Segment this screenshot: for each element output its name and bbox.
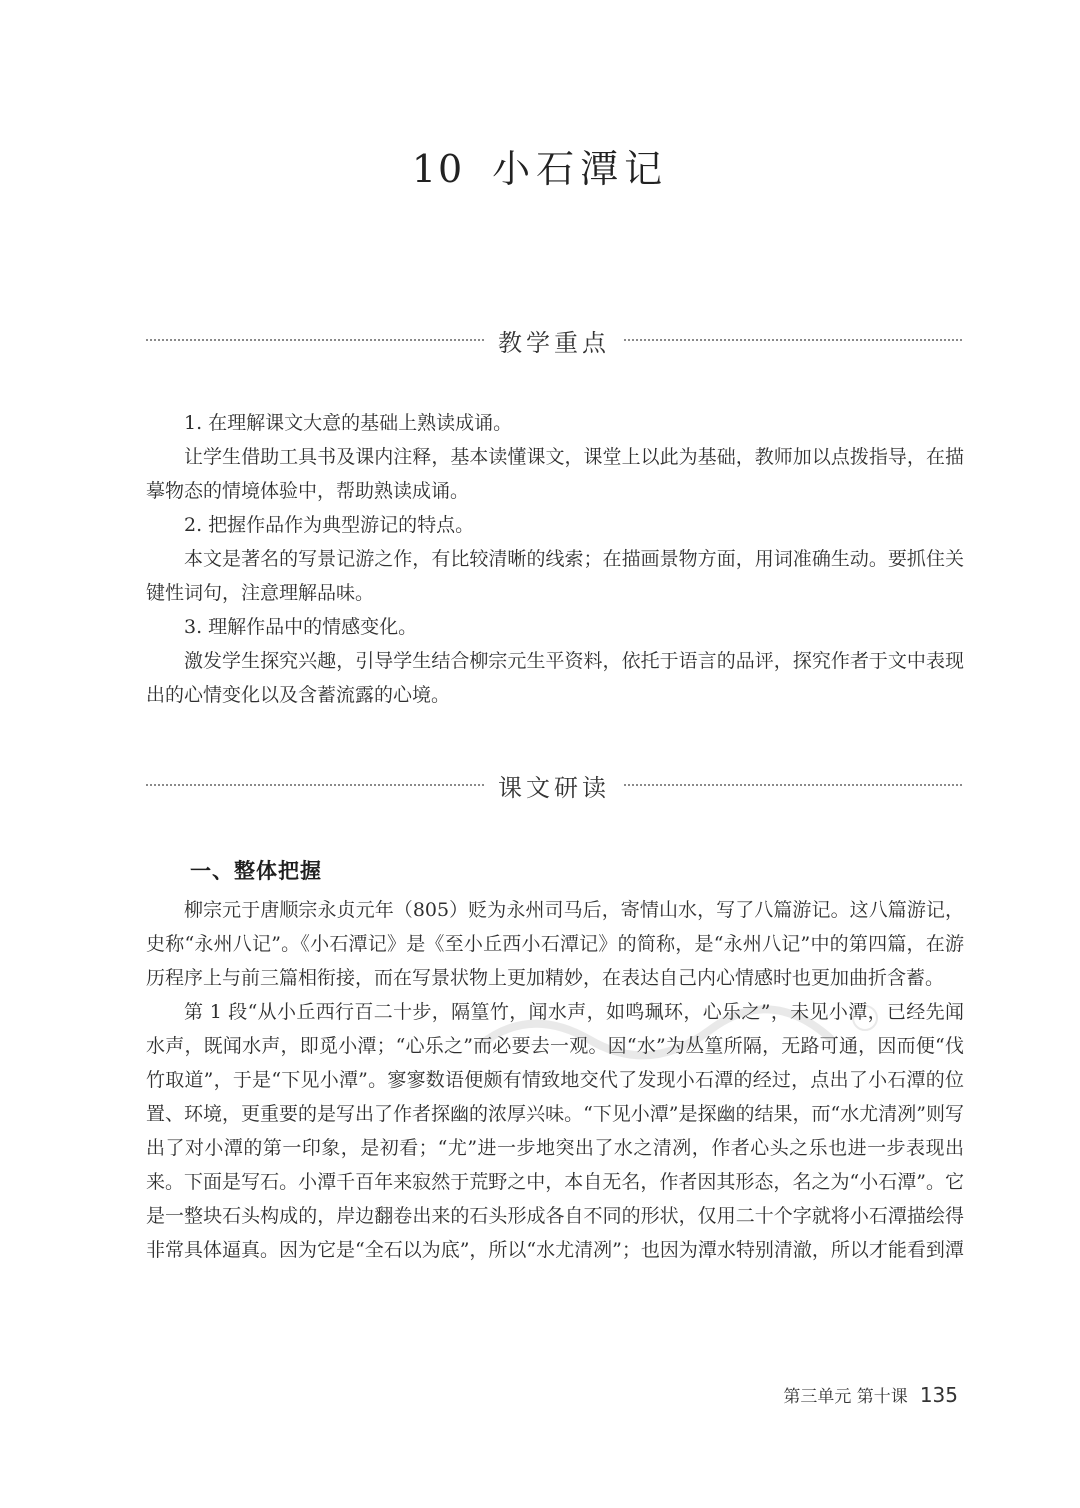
section-header-teaching-focus <box>146 325 962 355</box>
section-title-text-study: 课文研读 <box>498 773 610 802</box>
section-title-teaching-focus: 教学重点 <box>498 328 610 357</box>
focus-point-2: 2. 把握作品作为典型游记的特点。 <box>184 514 475 536</box>
page-number: 135 <box>919 1383 958 1407</box>
focus-paragraph-3: 激发学生探究兴趣，引导学生结合柳宗元生平资料，依托于语言的品评，探究作者于文中表现出的心情变化以及含蓄流露的心境。 <box>146 650 964 706</box>
lesson-number: 10 <box>411 147 465 191</box>
sub-heading-overall: 一、整体把握 <box>190 859 322 883</box>
dotted-rule-left <box>146 339 484 341</box>
dotted-rule-right <box>624 339 962 341</box>
lesson-title-text: 小石潭记 <box>492 147 669 191</box>
publisher-watermark <box>470 1000 890 1060</box>
section-header-text-study <box>146 770 962 800</box>
lesson-title <box>0 138 1080 193</box>
text-study-body <box>146 893 964 1267</box>
focus-point-3: 3. 理解作品中的情感变化。 <box>184 616 418 638</box>
study-paragraph-1: 柳宗元于唐顺宗永贞元年（805）贬为永州司马后，寄情山水，写了八篇游记。这八篇游记，史称“永州八记”。《小石潭记》是《至小丘西小石潭记》的简称，是“永州八记”中的第四篇，在游历程序上与前三篇相衔接，而在写景状物上更加精妙，在表达自己内心情感时也更加曲折含蓄。 <box>146 899 964 989</box>
dotted-rule-left <box>146 784 484 786</box>
dotted-rule-right <box>624 784 962 786</box>
focus-point-1: 1. 在理解课文大意的基础上熟读成诵。 <box>184 412 513 434</box>
focus-paragraph-1: 让学生借助工具书及课内注释，基本读懂课文，课堂上以此为基础，教师加以点拨指导，在描摹物态的情境体验中，帮助熟读成诵。 <box>146 446 964 502</box>
teaching-focus-body <box>146 406 964 712</box>
footer-unit-lesson: 第三单元 第十课 <box>783 1387 908 1407</box>
page-footer <box>783 1382 958 1407</box>
focus-paragraph-2: 本文是著名的写景记游之作，有比较清晰的线索；在描画景物方面，用词准确生动。要抓住关键性词句，注意理解品味。 <box>146 548 964 604</box>
study-paragraph-2: 第 1 段“从小丘西行百二十步，隔篁竹，闻水声，如鸣珮环，心乐之”，未见小潭，已经先闻水声，既闻水声，即觅小潭；“心乐之”而必要去一观。因“水”为丛篁所隔，无路可通，因而便“伐竹取道”，于是“下见小潭”。寥寥数语便颇有情致地交代了发现小石潭的经过，点出了小石潭的位置、环境，更重要的是写出了作者探幽的浓厚兴味。“下见小潭”是探幽的结果，而“水尤清冽”则写出了对小潭的第一印象，是初看；“尤”进一步地突出了水之清冽，作者心头之乐也进一步表现出来。下面是写石。小潭千百年来寂然于荒野之中，本自无名，作者因其形态，名之为“小石潭”。它是一整块石头构成的，岸边翻卷出来的石头形成各自不同的形状，仅用二十个字就将小石潭描绘得非常具体逼真。因为它是“全石以为底”，所以“水尤清冽”；也因为潭水特别清澈，所以才能看到潭 <box>146 1001 964 1261</box>
